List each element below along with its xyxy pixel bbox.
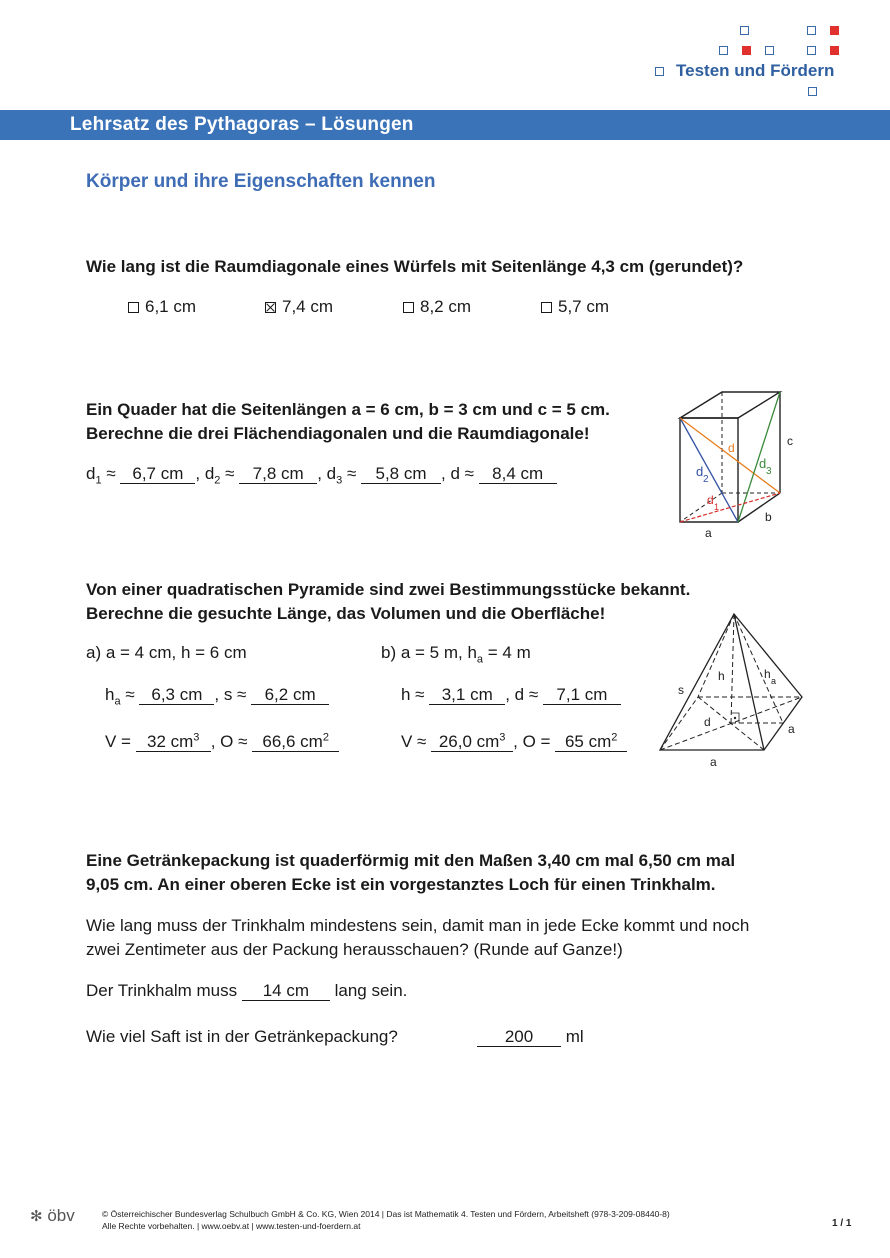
task4-line1: Eine Getränkepackung ist quaderförmig mit den Maßen 3,40 cm mal 6,50 cm mal — [86, 851, 736, 870]
label-d3: d — [759, 456, 767, 471]
label-a-right: a — [788, 722, 795, 736]
label-a-bottom: a — [710, 755, 717, 769]
straw-prefix: Der Trinkhalm muss — [86, 981, 238, 1000]
logo-square — [807, 26, 816, 35]
label-d1-sub: 1 — [714, 502, 720, 512]
publisher-brand: öbv — [47, 1206, 75, 1225]
label-d3-sub: 3 — [766, 466, 772, 477]
answer-b-v-value: 26,0 cm — [438, 732, 500, 751]
logo-square — [655, 67, 664, 76]
logo-text: Testen und Fördern — [676, 61, 835, 80]
straw-suffix: lang sein. — [334, 981, 408, 1000]
checkbox-icon[interactable] — [541, 302, 552, 313]
label-d2-sub: 2 — [703, 474, 709, 485]
answer-a-o[interactable]: 66,6 $cm^2$ — [252, 733, 339, 752]
label-b: b — [765, 510, 772, 524]
option-2[interactable] — [265, 295, 333, 319]
answer-straw[interactable]: 14 cm — [242, 982, 330, 1001]
page-title: Lehrsatz des Pythagoras – Lösungen — [70, 114, 414, 135]
juice-unit: ml — [565, 1027, 584, 1046]
task4-juice-answer — [477, 1025, 584, 1049]
option-label: 6,1 cm — [145, 297, 197, 316]
label-d2: d — [696, 464, 704, 479]
task3b-lengths: h ≈ 3,1 cm , d ≈ 7,1 cm — [401, 683, 621, 707]
answer-d2[interactable]: 7,8 cm — [239, 465, 317, 484]
task4-text2: zwei Zentimeter aus der Packung herausschauen? (Runde auf Ganze!) — [86, 940, 623, 959]
option-1[interactable] — [128, 295, 196, 319]
task4-straw — [86, 979, 407, 1003]
checked-checkbox-icon[interactable] — [265, 302, 276, 313]
option-label: 7,4 cm — [282, 297, 334, 316]
footer-rights: Alle Rechte vorbehalten. | www.oebv.at | www.testen-und-foerdern.at — [102, 1221, 361, 1231]
label-a: a — [705, 526, 712, 540]
task3b-given-suffix: = 4 m — [483, 643, 531, 662]
footer-copyright: © Österreichischer Bundesverlag Schulbuch GmbH & Co. KG, Wien 2014 | Das ist Mathematik 4. Testen und Fördern, Arbeitsheft (978-3-209-08440-8) — [102, 1209, 670, 1219]
task2-line1: Ein Quader hat die Seitenlängen a = 6 cm, b = 3 cm und c = 5 cm. — [86, 400, 610, 419]
answer-a-v[interactable]: 32 $cm^3$ — [136, 733, 211, 752]
answer-a-o-value: 66,6 cm — [262, 732, 323, 751]
label-s: s — [678, 683, 684, 697]
task2-line2: Berechne die drei Flächendiagonalen und die Raumdiagonale! — [86, 424, 590, 443]
label-ha: h — [764, 667, 771, 681]
label-d: d — [728, 441, 735, 455]
label-d: d — [704, 715, 711, 729]
publisher-logo — [30, 1206, 75, 1226]
pyramid-figure — [652, 598, 818, 774]
logo-square — [808, 87, 817, 96]
task1-question: Wie lang ist die Raumdiagonale eines Würfels mit Seitenlänge 4,3 cm (gerundet)? — [86, 257, 744, 276]
answer-d1[interactable]: 6,7 cm — [120, 465, 195, 484]
task3-line1: Von einer quadratischen Pyramide sind zwei Bestimmungsstücke bekannt. — [86, 580, 691, 599]
logo-square — [740, 26, 749, 35]
answer-a-v-value: 32 cm — [147, 732, 194, 751]
task3a-volume: V = 32 $cm^3$ , O ≈ 66,6 $cm^2$ — [105, 730, 339, 754]
option-3[interactable] — [403, 295, 471, 319]
task2-answers: $d_1 \approx 6,7$ cm , $d_2 \approx 7,8$ cm , $d_3 \approx 5,8$ cm , d ≈ 8,4 cm — [86, 462, 557, 486]
answer-b-v[interactable]: 26,0 $cm^3$ — [431, 733, 513, 752]
answer-b-o-value: 65 cm — [564, 732, 612, 751]
task3b-given: b) a = 5 m, $h_a = 4$ m — [381, 643, 531, 666]
checkbox-icon[interactable] — [128, 302, 139, 313]
cuboid-figure — [658, 380, 800, 542]
answer-b-h[interactable]: 3,1 cm — [429, 686, 505, 705]
option-label: 8,2 cm — [420, 297, 472, 316]
task4-text1: Wie lang muss der Trinkhalm mindestens sein, damit man in jede Ecke kommt und noch — [86, 916, 750, 935]
checkbox-icon[interactable] — [403, 302, 414, 313]
label-c: c — [787, 434, 793, 448]
task3a-given: a) a = 4 cm, h = 6 cm — [86, 643, 247, 662]
answer-juice[interactable]: 200 — [477, 1028, 561, 1047]
logo-square — [807, 46, 816, 55]
task4-line2: 9,05 cm. An einer oberen Ecke ist ein vorgestanztes Loch für einen Trinkhalm. — [86, 875, 716, 894]
page-number: 1 / 1 — [832, 1218, 852, 1229]
logo-square — [830, 26, 839, 35]
task3b-given-prefix: b) a = 5 m, h — [381, 643, 477, 662]
task4-juice-question: Wie viel Saft ist in der Getränkepackung? — [86, 1027, 398, 1046]
logo-square — [830, 46, 839, 55]
option-label: 5,7 cm — [558, 297, 610, 316]
answer-b-o[interactable]: 65 $cm^2$ — [555, 733, 627, 752]
task3-line2: Berechne die gesuchte Länge, das Volumen und die Oberfläche! — [86, 604, 606, 623]
answer-a-ha[interactable]: 6,3 cm — [139, 686, 214, 705]
answer-d3[interactable]: 5,8 cm — [361, 465, 441, 484]
logo-square — [719, 46, 728, 55]
label-ha-sub: a — [771, 676, 777, 686]
answer-d[interactable]: 8,4 cm — [479, 465, 557, 484]
task3b-volume: V ≈ 26,0 $cm^3$ , O = 65 $cm^2$ — [401, 730, 627, 754]
label-h: h — [718, 669, 725, 683]
answer-b-d[interactable]: 7,1 cm — [543, 686, 621, 705]
logo-square — [742, 46, 751, 55]
section-title: Körper und ihre Eigenschaften kennen — [86, 171, 436, 192]
option-4[interactable] — [541, 295, 609, 319]
label-d1: d — [707, 493, 714, 507]
logo-square — [765, 46, 774, 55]
answer-a-s[interactable]: 6,2 cm — [251, 686, 329, 705]
publisher-star-icon: ✻ — [30, 1208, 43, 1225]
task3a-lengths: $h_a \approx 6,3$ cm , s ≈ 6,2 cm — [105, 683, 329, 707]
